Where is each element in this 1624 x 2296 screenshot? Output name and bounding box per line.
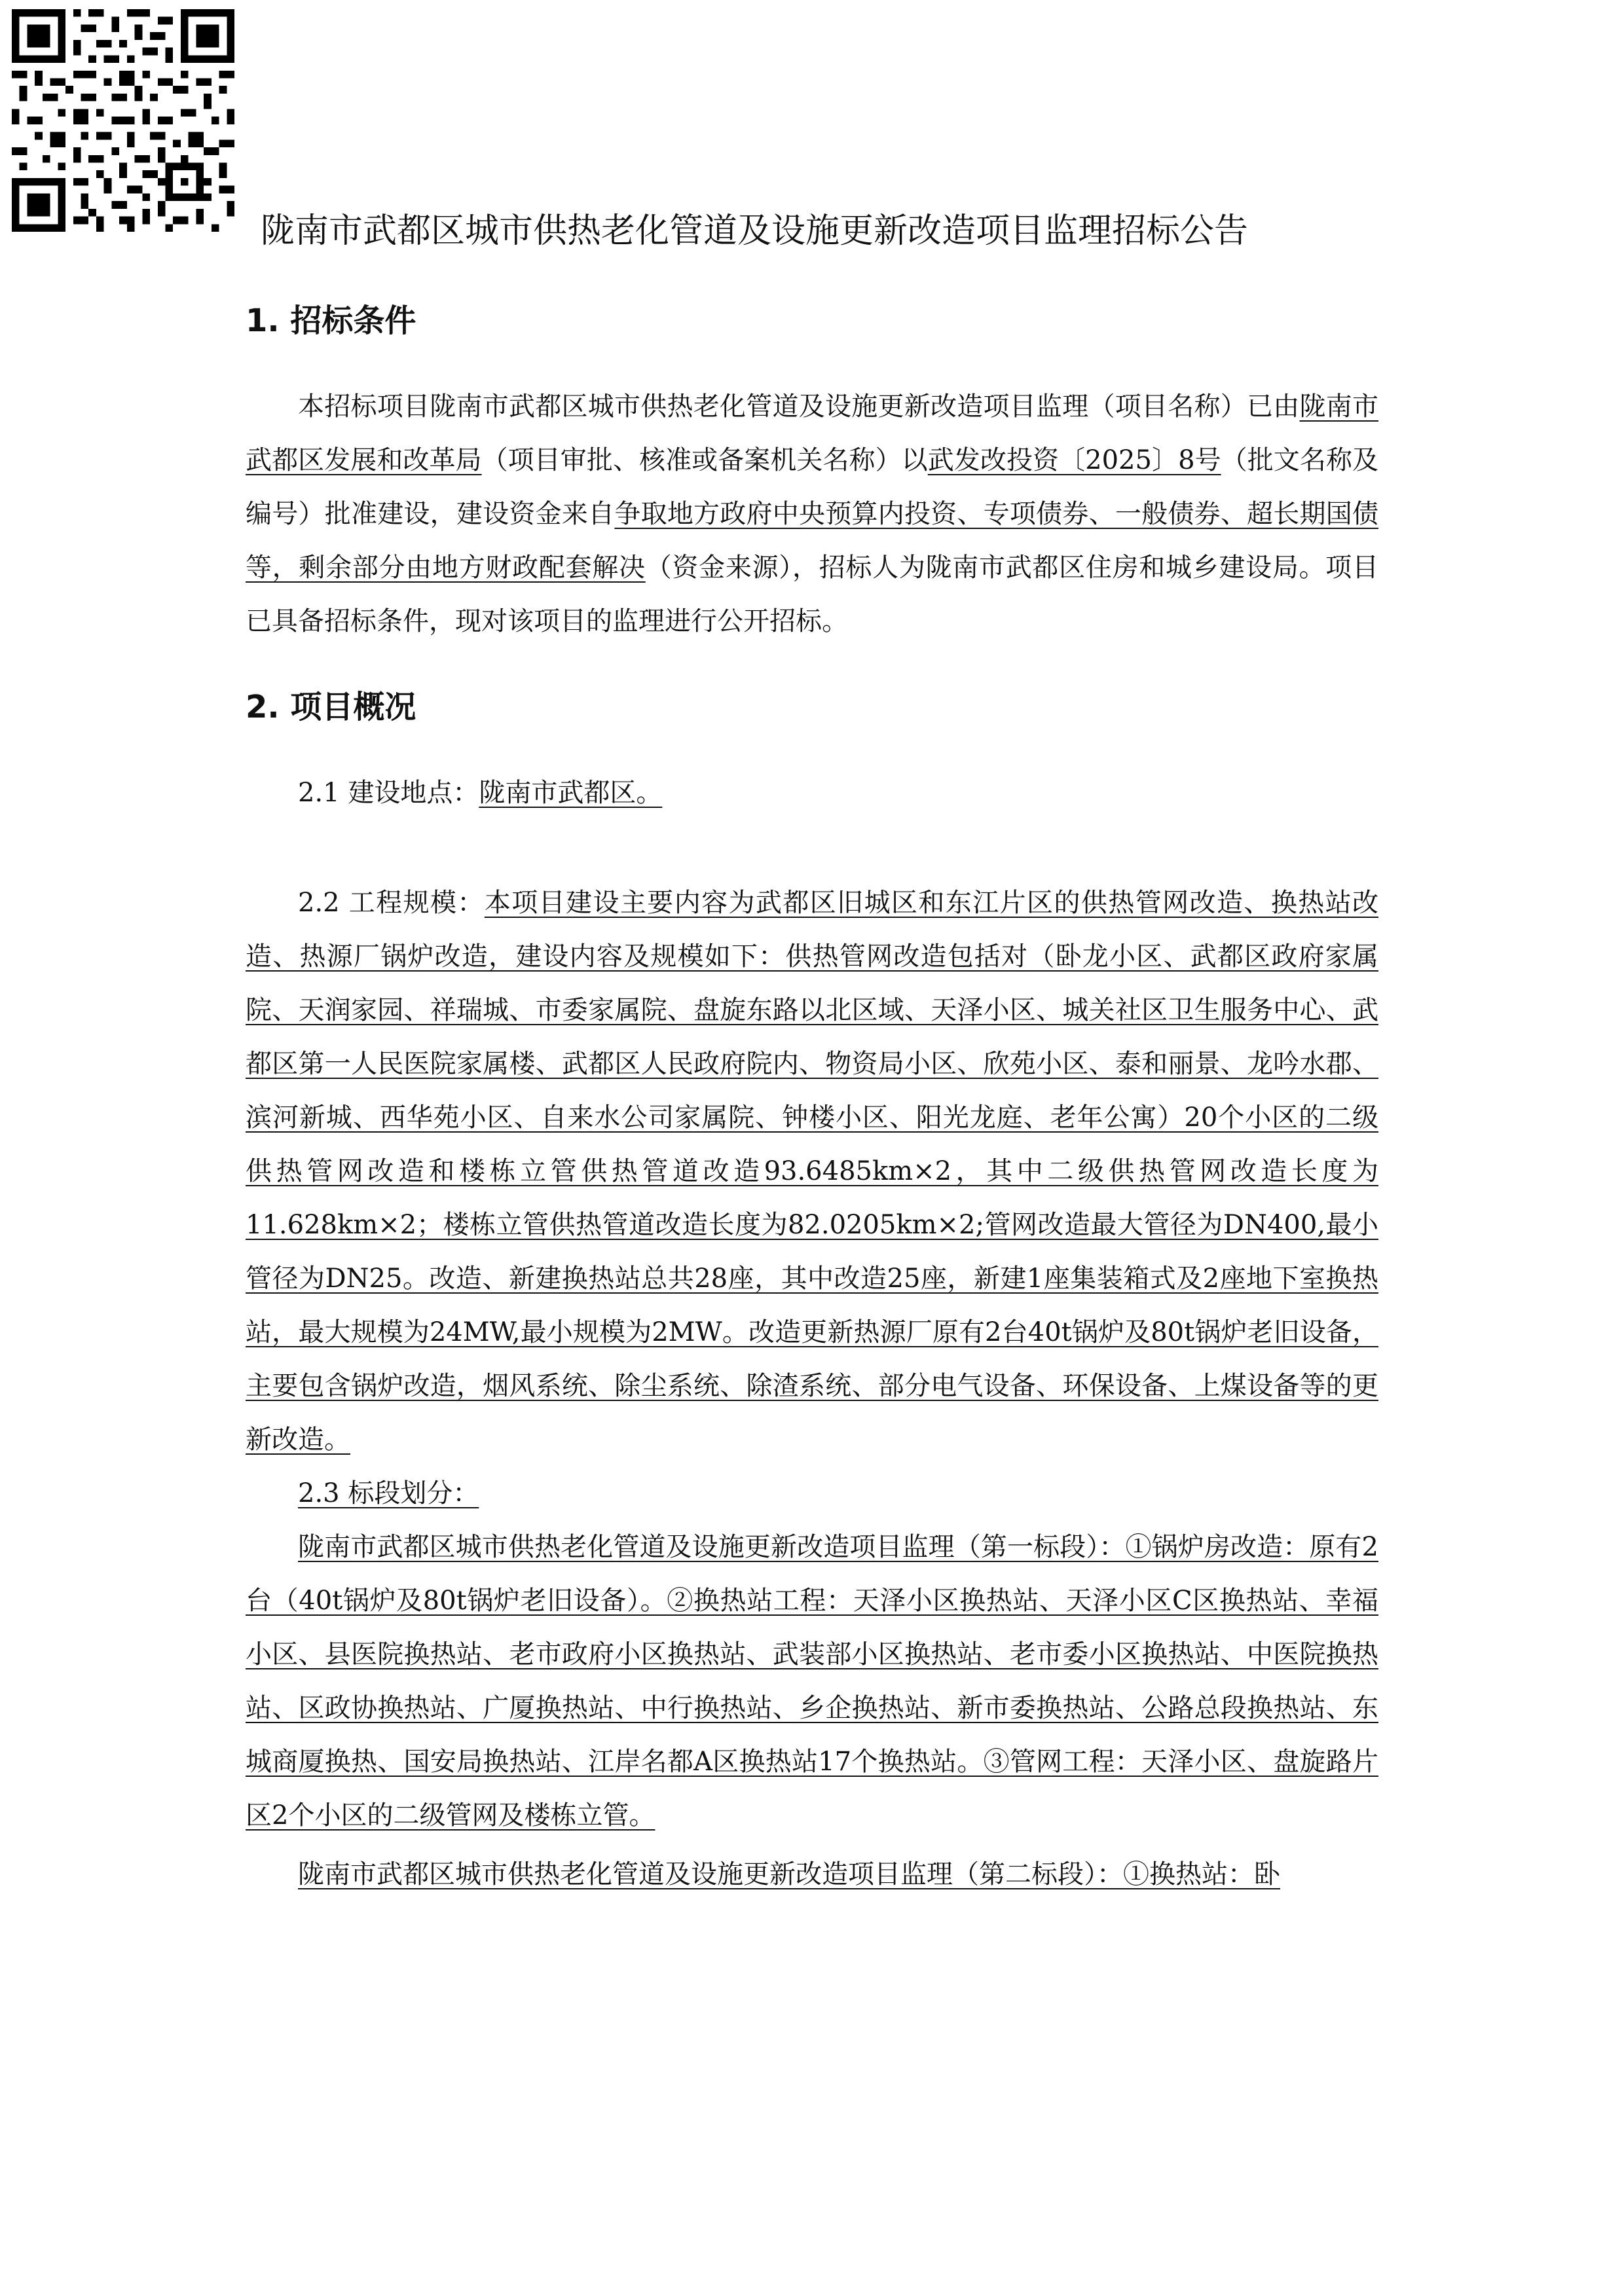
scale-value: 本项目建设主要内容为武都区旧城区和东江片区的供热管网改造、换热站改造、热源厂锅炉改造，建设内容及规模如下：供热管网改造包括对（卧龙小区、武都区政府家属院、天润家园、祥瑞城、市委家属院、盘旋东路以北区域、天泽小区、城关社区卫生服务中心、武都区第一人民医院家属楼、武都区人民政府院内、物资局小区、欣苑小区、泰和丽景、龙吟水郡、滨河新城、西华苑小区、自来水公司家属院、钟楼小区、阳光龙庭、老年公寓）20个小区的二级供热管网改造和楼栋立管供热管道改造93.6485km×2，其中二级供热管网改造长度为11.628km×2；楼栋立管供热管道改造长度为82.0205km×2;管网改造最大管径为DN400,最小管径为DN25。改造、新建换热站总共28座，其中改造25座，新建1座集装箱式及2座地下室换热站，最大规模为24MW,最小规模为2MW。改造更新热源厂原有2台40t锅炉及80t锅炉老旧设备，主要包含锅炉改造，烟风系统、除尘系统、除渣系统、部分电气设备、环保设备、上煤设备等的更新改造。 bbox=[246, 888, 1379, 1455]
section-2-heading: 2. 项目概况 bbox=[246, 689, 416, 725]
text-span: （项目名称）已由 bbox=[1088, 392, 1300, 422]
lot-division-label bbox=[246, 1467, 1378, 1520]
lot-label: 2.3 标段划分： bbox=[298, 1478, 479, 1508]
lot-1: 陇南市武都区城市供热老化管道及设施更新改造项目监理（第一标段）：①锅炉房改造：原有2台（40t锅炉及80t锅炉老旧设备）。②换热站工程：天泽小区换热站、天泽小区C区换热站、幸福小区、县医院换热站、老市政府小区换热站、武装部小区换热站、老市委小区换热站、中医院换热站、区政协换热站、广厦换热站、中行换热站、乡企换热站、新市委换热站、公路总段换热站、东城商厦换热、国安局换热站、江岸名都A区换热站17个换热站。③管网工程：天泽小区、盘旋路片区2个小区的二级管网及楼栋立管。 bbox=[246, 1532, 1378, 1831]
document-body bbox=[246, 288, 1378, 1901]
lot-2: 陇南市武都区城市供热老化管道及设施更新改造项目监理（第二标段）：①换热站：卧 bbox=[298, 1859, 1280, 1889]
text-span: （资金来源），招标人为陇南市武都区住房和城乡建设局。项目已具备招标条件，现对该项目的监理进行公开招标。 bbox=[246, 553, 1379, 636]
location-value: 陇南市武都区。 bbox=[479, 778, 663, 808]
text-span: （批文名称及编号）批准建设，建设资金来自 bbox=[246, 445, 1379, 529]
approval-authority: 陇南市武都区发展和改革局 bbox=[246, 392, 1378, 475]
qr-code bbox=[12, 9, 234, 232]
text-span: 本招标项目 bbox=[298, 392, 430, 422]
text-span: （项目审批、核准或备案机关名称）以 bbox=[481, 445, 928, 475]
construction-location bbox=[246, 766, 1378, 820]
project-name: 陇南市武都区城市供热老化管道及设施更新改造项目监理 bbox=[430, 392, 1089, 422]
funding-source: 争取地方政府中央预算内投资、专项债券、一般债券、超长期国债等，剩余部分由地方财政配套解决 bbox=[246, 499, 1379, 583]
document-title: 陇南市武都区城市供热老化管道及设施更新改造项目监理招标公告 bbox=[261, 211, 1249, 251]
section-1-heading: 1. 招标条件 bbox=[246, 302, 416, 339]
project-scale bbox=[246, 876, 1378, 1467]
location-label: 2.1 建设地点： bbox=[298, 778, 479, 808]
approval-document: 武发改投资〔2025〕8号 bbox=[927, 445, 1221, 475]
section-1-paragraph bbox=[246, 380, 1378, 648]
scale-label: 2.2 工程规模： bbox=[298, 888, 485, 918]
